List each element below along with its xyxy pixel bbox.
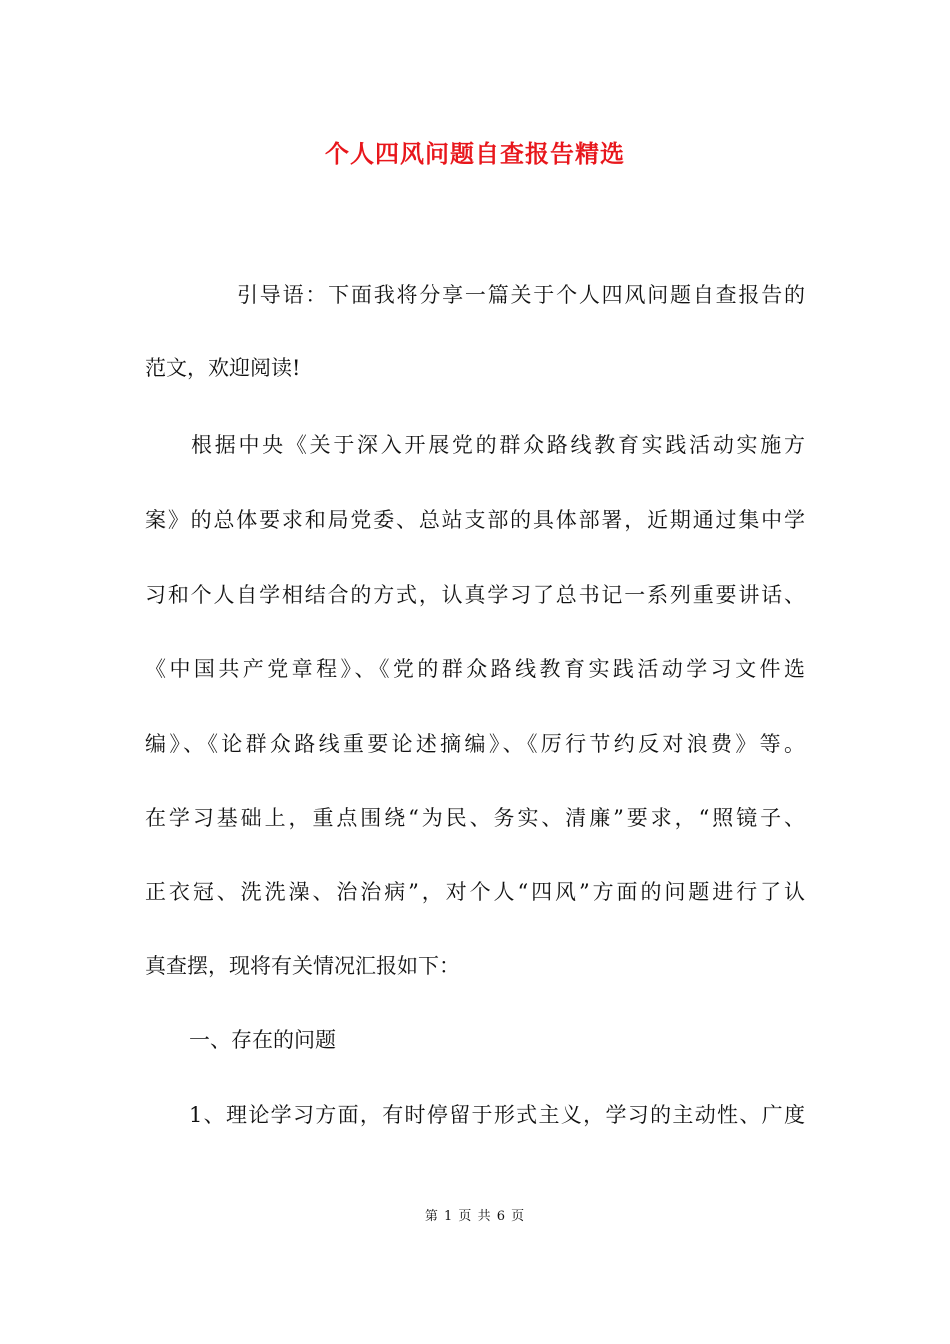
footer-suffix: 页 [511,1209,526,1224]
paragraph-line-8: 在学习基础上，重点围绕“为民、务实、清廉”要求，“照镜子、 [145,806,805,830]
paragraph-line-4: 案》的总体要求和局党委、总站支部的具体部署，近期通过集中学 [145,508,805,532]
paragraph-line-12: 1、理论学习方面，有时停留于形式主义，学习的主动性、广度 [189,1103,805,1127]
paragraph-line-9: 正衣冠、洗洗澡、治治病”，对个人“四风”方面的问题进行了认 [145,880,805,904]
document-title: 个人四风问题自查报告精选 [325,139,625,168]
section-heading: 一、存在的问题 [189,1028,336,1052]
footer-mid1: 页 [458,1209,473,1224]
paragraph-line-2: 范文，欢迎阅读! [145,356,301,380]
paragraph-line-6: 《中国共产党章程》、《党的群众路线教育实践活动学习文件选 [145,657,805,681]
paragraph-line-5: 习和个人自学相结合的方式，认真学习了总书记一系列重要讲话、 [145,583,805,607]
footer-current-page: 1 [443,1209,454,1224]
paragraph-line-7: 编》、《论群众路线重要论述摘编》、《厉行节约反对浪费》等。 [145,732,805,756]
paragraph-line-10: 真查摆，现将有关情况汇报如下： [145,954,460,978]
paragraph-line-1: 引导语：下面我将分享一篇关于个人四风问题自查报告的 [237,283,805,307]
footer-prefix: 第 [424,1209,439,1224]
paragraph-line-3: 根据中央《关于深入开展党的群众路线教育实践活动实施方 [191,433,805,457]
footer-total-pages: 6 [496,1209,506,1224]
page-footer [0,1207,950,1227]
footer-mid2: 共 [477,1209,492,1224]
